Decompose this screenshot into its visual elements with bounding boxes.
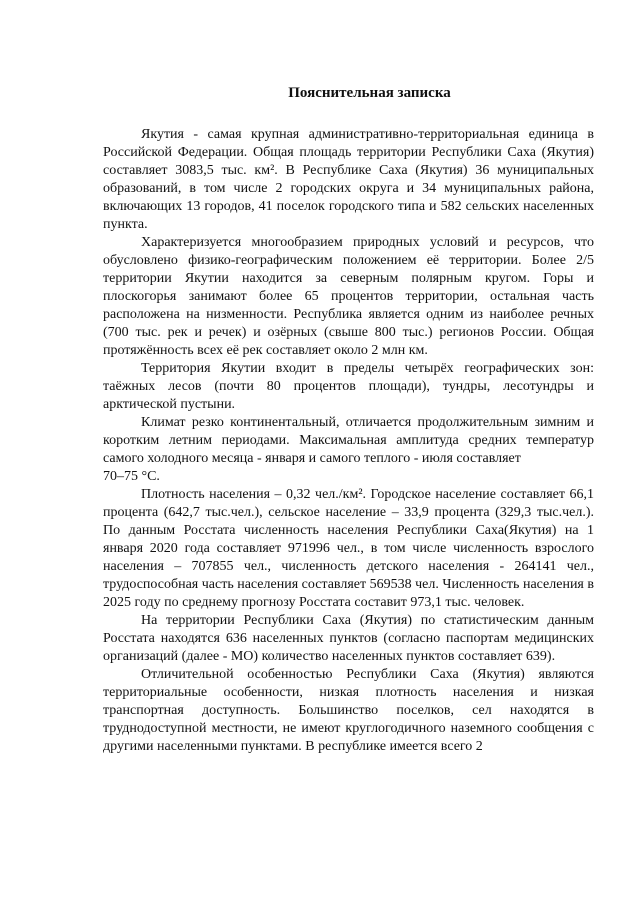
paragraph-natural-conditions: Характеризуется многообразием природных условий и ресурсов, что обусловлено физико-географическим положением её территории. Более 2/5 территории Якутии находится за северным полярным кругом. Горы и плоскогорья занимают более 65 процентов территории, остальная часть расположена на низменности. Республика является одним из наиболее речных (700 тыс. рек и речек) и озёрных (свыше 800 тыс.) регионов России. Общая протяжённость всех её рек составляет около 2 млн км. (103, 235, 594, 358)
paragraph-geographic-zones: Территория Якутии входит в пределы четырёх географических зон: таёжных лесов (почти 80 процентов площади), тундры, лесотундры и арктической пустыни. (103, 361, 594, 412)
document-title: Пояснительная записка (288, 85, 451, 101)
paragraph-climate: Климат резко континентальный, отличается продолжительным зимним и коротким летним периодами. Максимальная амплитуда средних температур самого холодного месяца - января и самого теплого - июля составляет (103, 415, 594, 466)
paragraph-settlements: На территории Республики Саха (Якутия) по статистическим данным Росстата находятся 636 населенных пунктов (согласно паспортам медицинских организаций (далее - МО) количество населенных пунктов составляет 639). (103, 613, 594, 664)
paragraph-territorial-features: Отличительной особенностью Республики Саха (Якутия) являются территориальные особенности, низкая плотность населения и низкая транспортная доступность. Большинство поселков, сел находятся в труднодоступной местности, не имеют круглогодичного наземного сообщения с другими населенными пунктами. В республике имеется всего 2 (103, 667, 594, 754)
paragraph-population: Плотность населения – 0,32 чел./км². Городское население составляет 66,1 процента (642,7 тыс.чел.), сельское население – 33,9 процента (329,3 тыс.чел.). По данным Росстата численность населения Республики Саха(Якутия) на 1 января 2020 года составляет 971996 чел., в том числе численность взрослого населения – 707855 чел., численность детского населения - 264141 чел., трудоспособная часть населения составляет 569538 чел. Численность населения в 2025 году по среднему прогнозу Росстата составит 973,1 тыс. человек. (103, 487, 594, 610)
paragraph-region-overview: Якутия - самая крупная административно-территориальная единица в Российской Федерации. Общая площадь территории Республики Саха (Якутия) составляет 3083,5 тыс. км². В Республике Саха (Якутия) 36 муниципальных образований, в том числе 2 городских округа и 34 муниципальных района, включающих 13 городов, 41 поселок городского типа и 582 сельских населенных пункта. (103, 127, 594, 232)
paragraph-temperature-amplitude: 70–75 °C. (103, 469, 160, 484)
